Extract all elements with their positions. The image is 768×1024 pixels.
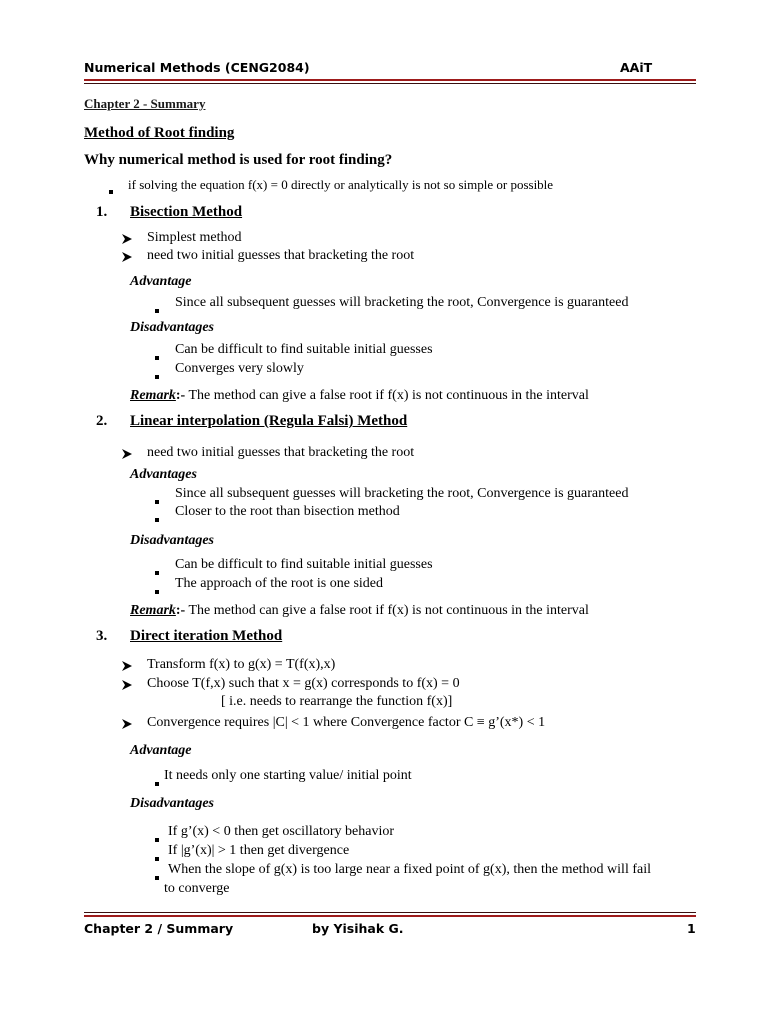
list-item: need two initial guesses that bracketing the root <box>147 248 415 263</box>
remark-label: Remark <box>130 388 176 403</box>
section-title: Linear interpolation (Regula Falsi) Method <box>130 413 408 429</box>
list-item: The approach of the root is one sided <box>175 576 383 591</box>
section-number: 3. <box>96 628 108 644</box>
arrow-bullet-icon <box>121 448 133 460</box>
bullet-icon <box>155 493 159 511</box>
footer-author: by Yisihak G. <box>312 921 404 936</box>
bullet-icon <box>109 183 113 201</box>
bullet-icon <box>155 850 159 868</box>
list-item: need two initial guesses that bracketing the root <box>147 445 415 460</box>
remark-separator: :- <box>175 388 186 403</box>
header-rule-thin <box>84 83 696 84</box>
page-number: 1 <box>687 921 696 936</box>
bullet-icon <box>155 511 159 529</box>
list-item: Can be difficult to find suitable initial guesses <box>175 342 433 357</box>
list-item: It needs only one starting value/ initial point <box>164 768 412 783</box>
advantage-label: Advantages <box>130 467 197 482</box>
bullet-icon <box>155 831 159 849</box>
list-item: Since all subsequent guesses will bracketing the root, Convergence is guaranteed <box>175 295 629 310</box>
header-org: AAiT <box>620 60 653 75</box>
intro-bullet: if solving the equation f(x) = 0 directly or analytically is not so simple or possible <box>128 177 554 192</box>
topic-heading: Method of Root finding <box>84 125 235 141</box>
arrow-bullet-icon <box>121 679 133 691</box>
section-number: 1. <box>96 204 108 220</box>
list-item: If g’(x) < 0 then get oscillatory behavior <box>168 824 394 839</box>
section-title: Direct iteration Method <box>130 628 283 644</box>
question-heading: Why numerical method is used for root finding? <box>84 152 393 168</box>
remark <box>130 388 589 404</box>
remark-separator: :- <box>175 603 186 618</box>
advantage-label: Advantage <box>130 274 192 289</box>
list-item: If |g’(x)| > 1 then get divergence <box>168 843 350 858</box>
arrow-bullet-icon <box>121 718 133 730</box>
bullet-icon <box>155 869 159 887</box>
list-item: Simplest method <box>147 230 242 245</box>
list-item: Can be difficult to find suitable initial guesses <box>175 557 433 572</box>
advantage-label: Advantage <box>130 743 192 758</box>
list-item: Choose T(f,x) such that x = g(x) corresponds to f(x) = 0 <box>147 676 460 691</box>
bullet-icon <box>155 583 159 601</box>
disadvantage-label: Disadvantages <box>130 320 214 335</box>
footer-chapter: Chapter 2 / Summary <box>84 921 234 936</box>
header-rule <box>84 79 696 81</box>
list-item: Converges very slowly <box>175 361 304 376</box>
remark-text: The method can give a false root if f(x) is not continuous in the interval <box>185 603 589 618</box>
remark <box>130 603 589 619</box>
remark-label: Remark <box>130 603 176 618</box>
arrow-bullet-icon <box>121 251 133 263</box>
bullet-icon <box>155 349 159 367</box>
disadvantage-label: Disadvantages <box>130 533 214 548</box>
bullet-icon <box>155 302 159 320</box>
section-title: Bisection Method <box>130 204 243 220</box>
remark-text: The method can give a false root if f(x) is not continuous in the interval <box>185 388 589 403</box>
disadvantage-label: Disadvantages <box>130 796 214 811</box>
list-item: Since all subsequent guesses will bracketing the root, Convergence is guaranteed <box>175 486 629 501</box>
list-item: Convergence requires |C| < 1 where Convergence factor C ≡ g’(x*) < 1 <box>147 715 546 730</box>
list-item-continuation: to converge <box>164 881 230 896</box>
section-number: 2. <box>96 413 108 429</box>
footer-rule-thin <box>84 912 696 913</box>
footer-rule <box>84 915 696 917</box>
chapter-title: Chapter 2 - Summary <box>84 96 206 111</box>
bullet-icon <box>155 775 159 793</box>
arrow-bullet-icon <box>121 233 133 245</box>
list-item-note: [ i.e. needs to rearrange the function f(x)] <box>221 694 453 709</box>
bullet-icon <box>155 368 159 386</box>
list-item: When the slope of g(x) is too large near a fixed point of g(x), then the method will fail <box>168 862 651 877</box>
list-item: Transform f(x) to g(x) = T(f(x),x) <box>147 657 336 672</box>
list-item: Closer to the root than bisection method <box>175 504 400 519</box>
header-title: Numerical Methods (CENG2084) <box>84 60 310 75</box>
arrow-bullet-icon <box>121 660 133 672</box>
bullet-icon <box>155 564 159 582</box>
